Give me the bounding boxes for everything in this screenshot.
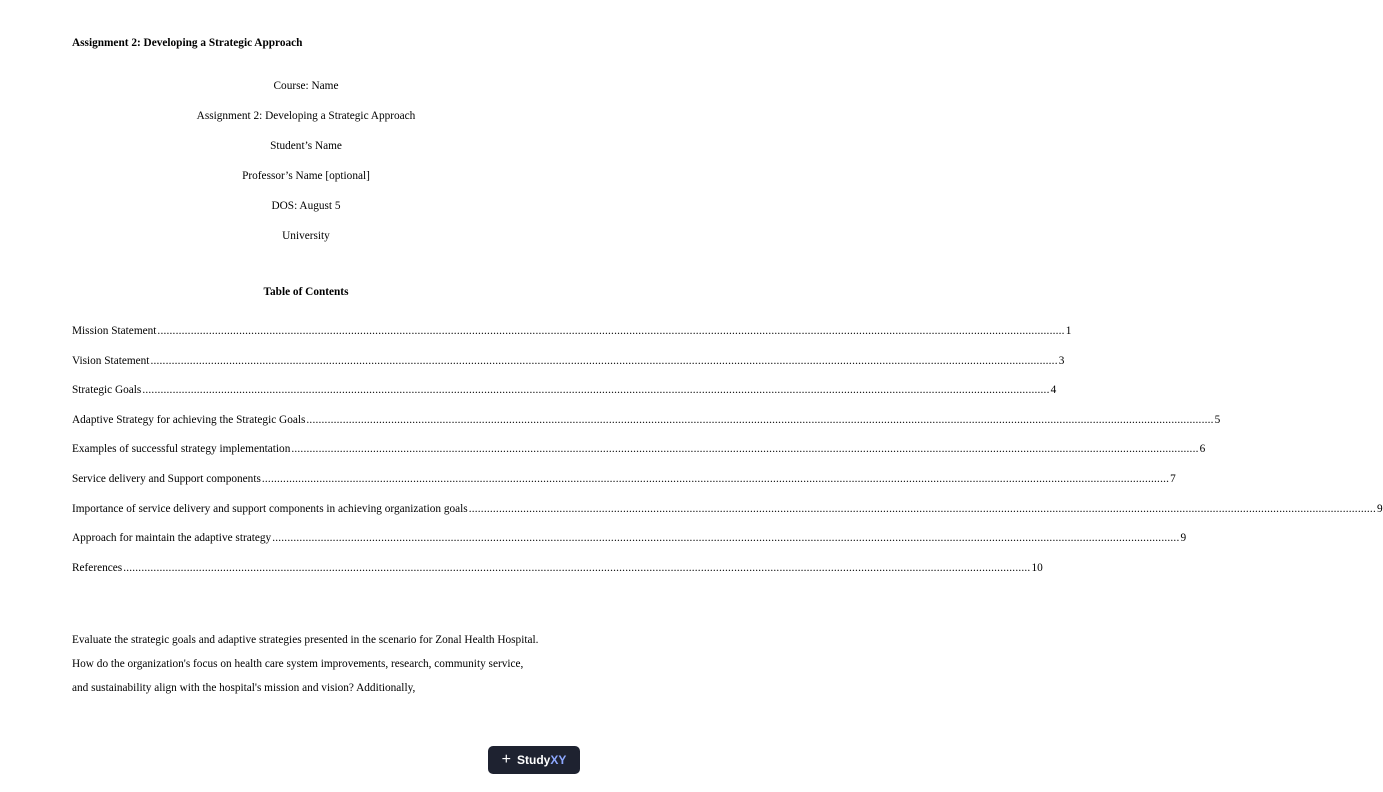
- toc-entry-page: 4: [1050, 384, 1057, 397]
- toc-entry[interactable]: [72, 502, 1383, 533]
- toc-entry[interactable]: [72, 413, 1221, 444]
- toc-entry-page: 1: [1065, 325, 1072, 337]
- toc-entry-page: 10: [1031, 561, 1043, 574]
- toc-entry-page: 9: [1180, 532, 1187, 545]
- toc-entry-title: Service delivery and Support components: [72, 472, 261, 485]
- toc-entry-title: Strategic Goals: [72, 384, 142, 397]
- toc-leader-dots: ............................................................................................................................................................................................................................................................................................................: [123, 561, 1031, 574]
- title-page-block: [0, 78, 612, 258]
- toc-entry[interactable]: [72, 325, 1072, 355]
- toc-entry-title: Mission Statement: [72, 325, 157, 337]
- toc-leader-dots: ............................................................................................................................................................................................................................................................................................................: [468, 502, 1376, 515]
- toc-leader-dots: ............................................................................................................................................................................................................................................................................................................: [261, 472, 1170, 485]
- toc-entry-title: Approach for maintain the adaptive strategy: [72, 532, 272, 545]
- course-name: Course: Name: [273, 80, 339, 92]
- running-head: Assignment 2: Developing a Strategic Approach: [72, 37, 303, 49]
- toc-entry-page: 6: [1199, 443, 1206, 456]
- student-name: Student’s Name: [270, 140, 342, 152]
- assignment-title: Assignment 2: Developing a Strategic Approach: [196, 110, 416, 122]
- toc-leader-dots: ............................................................................................................................................................................................................................................................................................................: [306, 413, 1214, 426]
- toc-leader-dots: ............................................................................................................................................................................................................................................................................................................: [142, 384, 1050, 397]
- toc-entry[interactable]: [72, 384, 1057, 414]
- toc-leader-dots: ............................................................................................................................................................................................................................................................................................................: [272, 532, 1180, 545]
- toc-entry-page: 9: [1376, 502, 1383, 515]
- toc-entry-page: 3: [1058, 354, 1065, 367]
- brand-main: Study: [516, 753, 551, 767]
- toc-leader-dots: ............................................................................................................................................................................................................................................................................................................: [291, 443, 1199, 456]
- toc-entry-title: Examples of successful strategy implementation: [72, 443, 291, 456]
- toc-entry-page: 5: [1214, 413, 1221, 426]
- toc-entry-title: Vision Statement: [72, 354, 150, 367]
- toc-entry[interactable]: [72, 354, 1065, 385]
- toc-entry-title: References: [72, 561, 123, 574]
- toc-entry[interactable]: [72, 443, 1206, 473]
- studyxy-watermark-badge[interactable]: [488, 746, 580, 774]
- toc-entry-page: 7: [1170, 472, 1176, 485]
- body-paragraph: Evaluate the strategic goals and adaptive strategies presented in the scenario for Zonal Health Hospital. How do the organization's focus on health care system improvements, research, community service, and sustainability align with the hospital's mission and vision? Additionally,: [72, 634, 539, 694]
- toc-entry[interactable]: [72, 561, 1043, 592]
- professor-name: Professor’s Name [optional]: [242, 170, 370, 182]
- plus-icon: +: [501, 751, 511, 768]
- toc-leader-dots: ............................................................................................................................................................................................................................................................................................................: [150, 354, 1058, 367]
- toc-heading: Table of Contents: [263, 286, 349, 298]
- date-of-submission: DOS: August 5: [271, 200, 341, 212]
- toc-leader-dots: ............................................................................................................................................................................................................................................................................................................: [157, 325, 1065, 337]
- table-of-contents: [72, 325, 1383, 591]
- toc-entry[interactable]: [72, 532, 1187, 562]
- brand-accent: XY: [550, 753, 567, 767]
- toc-entry-title: Adaptive Strategy for achieving the Strategic Goals: [72, 413, 306, 426]
- toc-entry-title: Importance of service delivery and support components in achieving organization goals: [72, 502, 468, 515]
- university: University: [282, 230, 330, 242]
- toc-entry[interactable]: [72, 472, 1176, 503]
